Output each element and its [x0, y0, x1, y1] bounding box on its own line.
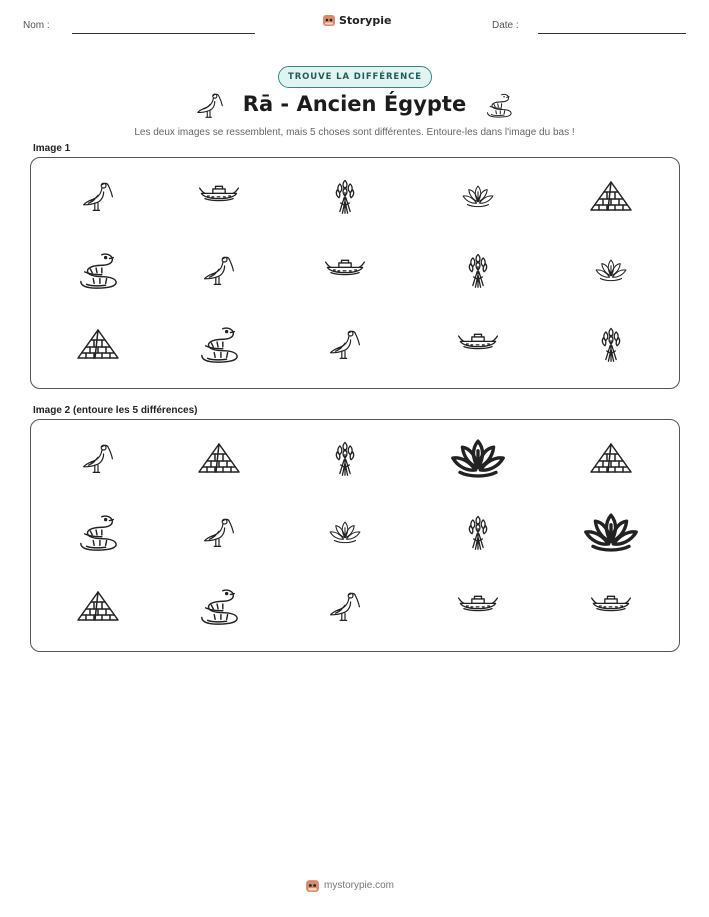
wheat-icon — [331, 177, 359, 215]
boat-icon — [197, 181, 241, 211]
image1-cell-1-3 — [315, 170, 375, 222]
name-line[interactable] — [72, 33, 255, 34]
image2-cell-2-1[interactable] — [68, 506, 128, 558]
image1-cell-2-5 — [581, 244, 641, 296]
footer-url: mystorypie.com — [324, 880, 395, 891]
image1-cell-2-1 — [68, 244, 128, 296]
image2-cell-2-5[interactable] — [581, 506, 641, 558]
image1-cell-3-5 — [581, 318, 641, 370]
image2-cell-3-2[interactable] — [189, 580, 249, 632]
boat-icon — [323, 255, 367, 285]
ibis-icon — [329, 588, 361, 624]
image1-cell-3-3 — [315, 318, 375, 370]
lotus-icon — [328, 517, 362, 547]
snake-icon — [77, 511, 119, 553]
lotus-icon — [448, 434, 508, 482]
image1-cell-3-4 — [448, 318, 508, 370]
wheat-icon — [464, 513, 492, 551]
pyramid-icon — [74, 588, 122, 624]
image1-label: Image 1 — [33, 143, 71, 154]
image1-cell-1-2 — [189, 170, 249, 222]
boat-icon — [456, 329, 500, 359]
storypie-logo-icon — [305, 878, 320, 893]
image2-label: Image 2 (entoure les 5 différences) — [33, 405, 198, 416]
image2-panel[interactable] — [30, 419, 680, 652]
wheat-icon — [597, 325, 625, 363]
snake-icon — [198, 323, 240, 365]
lotus-icon — [581, 508, 641, 556]
ibis-icon — [329, 326, 361, 362]
image2-cell-1-5[interactable] — [581, 432, 641, 484]
image2-cell-2-3[interactable] — [315, 506, 375, 558]
image1-cell-1-4 — [448, 170, 508, 222]
boat-icon — [589, 591, 633, 621]
date-line[interactable] — [538, 33, 686, 34]
image2-cell-1-2[interactable] — [189, 432, 249, 484]
image1-panel — [30, 157, 680, 389]
image2-cell-1-4[interactable] — [448, 432, 508, 484]
brand — [322, 13, 391, 27]
image2-cell-3-1[interactable] — [68, 580, 128, 632]
snake-icon — [77, 249, 119, 291]
image1-cell-3-2 — [189, 318, 249, 370]
image2-cell-2-2[interactable] — [189, 506, 249, 558]
wheat-icon — [464, 251, 492, 289]
ibis-icon — [82, 178, 114, 214]
pyramid-icon — [587, 178, 635, 214]
footer — [305, 878, 394, 893]
brand-name: Storypie — [339, 13, 392, 27]
image1-cell-2-4 — [448, 244, 508, 296]
image2-cell-2-4[interactable] — [448, 506, 508, 558]
ibis-icon — [203, 514, 235, 550]
page-title: Rā - Ancien Égypte — [242, 92, 467, 116]
date-label: Date : — [492, 20, 519, 31]
image1-cell-2-3 — [315, 244, 375, 296]
image2-cell-3-3[interactable] — [315, 580, 375, 632]
image1-cell-3-1 — [68, 318, 128, 370]
lotus-icon — [594, 255, 628, 285]
image1-cell-2-2 — [189, 244, 249, 296]
instructions: Les deux images se ressemblent, mais 5 choses sont différentes. Entoure-les dans l'image du bas ! — [134, 127, 575, 138]
image2-cell-3-5[interactable] — [581, 580, 641, 632]
snake-title-icon — [485, 90, 513, 125]
ibis-icon — [82, 440, 114, 476]
boat-icon — [456, 591, 500, 621]
activity-badge: TROUVE LA DIFFÉRENCE — [278, 66, 432, 88]
image2-cell-1-1[interactable] — [68, 432, 128, 484]
storypie-logo-icon — [322, 13, 336, 27]
wheat-icon — [331, 439, 359, 477]
image2-cell-1-3[interactable] — [315, 432, 375, 484]
lotus-icon — [461, 181, 495, 211]
pyramid-icon — [195, 440, 243, 476]
pyramid-icon — [74, 326, 122, 362]
ibis-icon — [203, 252, 235, 288]
image1-cell-1-1 — [68, 170, 128, 222]
snake-icon — [198, 585, 240, 627]
name-label: Nom : — [23, 20, 50, 31]
pyramid-icon — [587, 440, 635, 476]
image1-cell-1-5 — [581, 170, 641, 222]
image2-cell-3-4[interactable] — [448, 580, 508, 632]
